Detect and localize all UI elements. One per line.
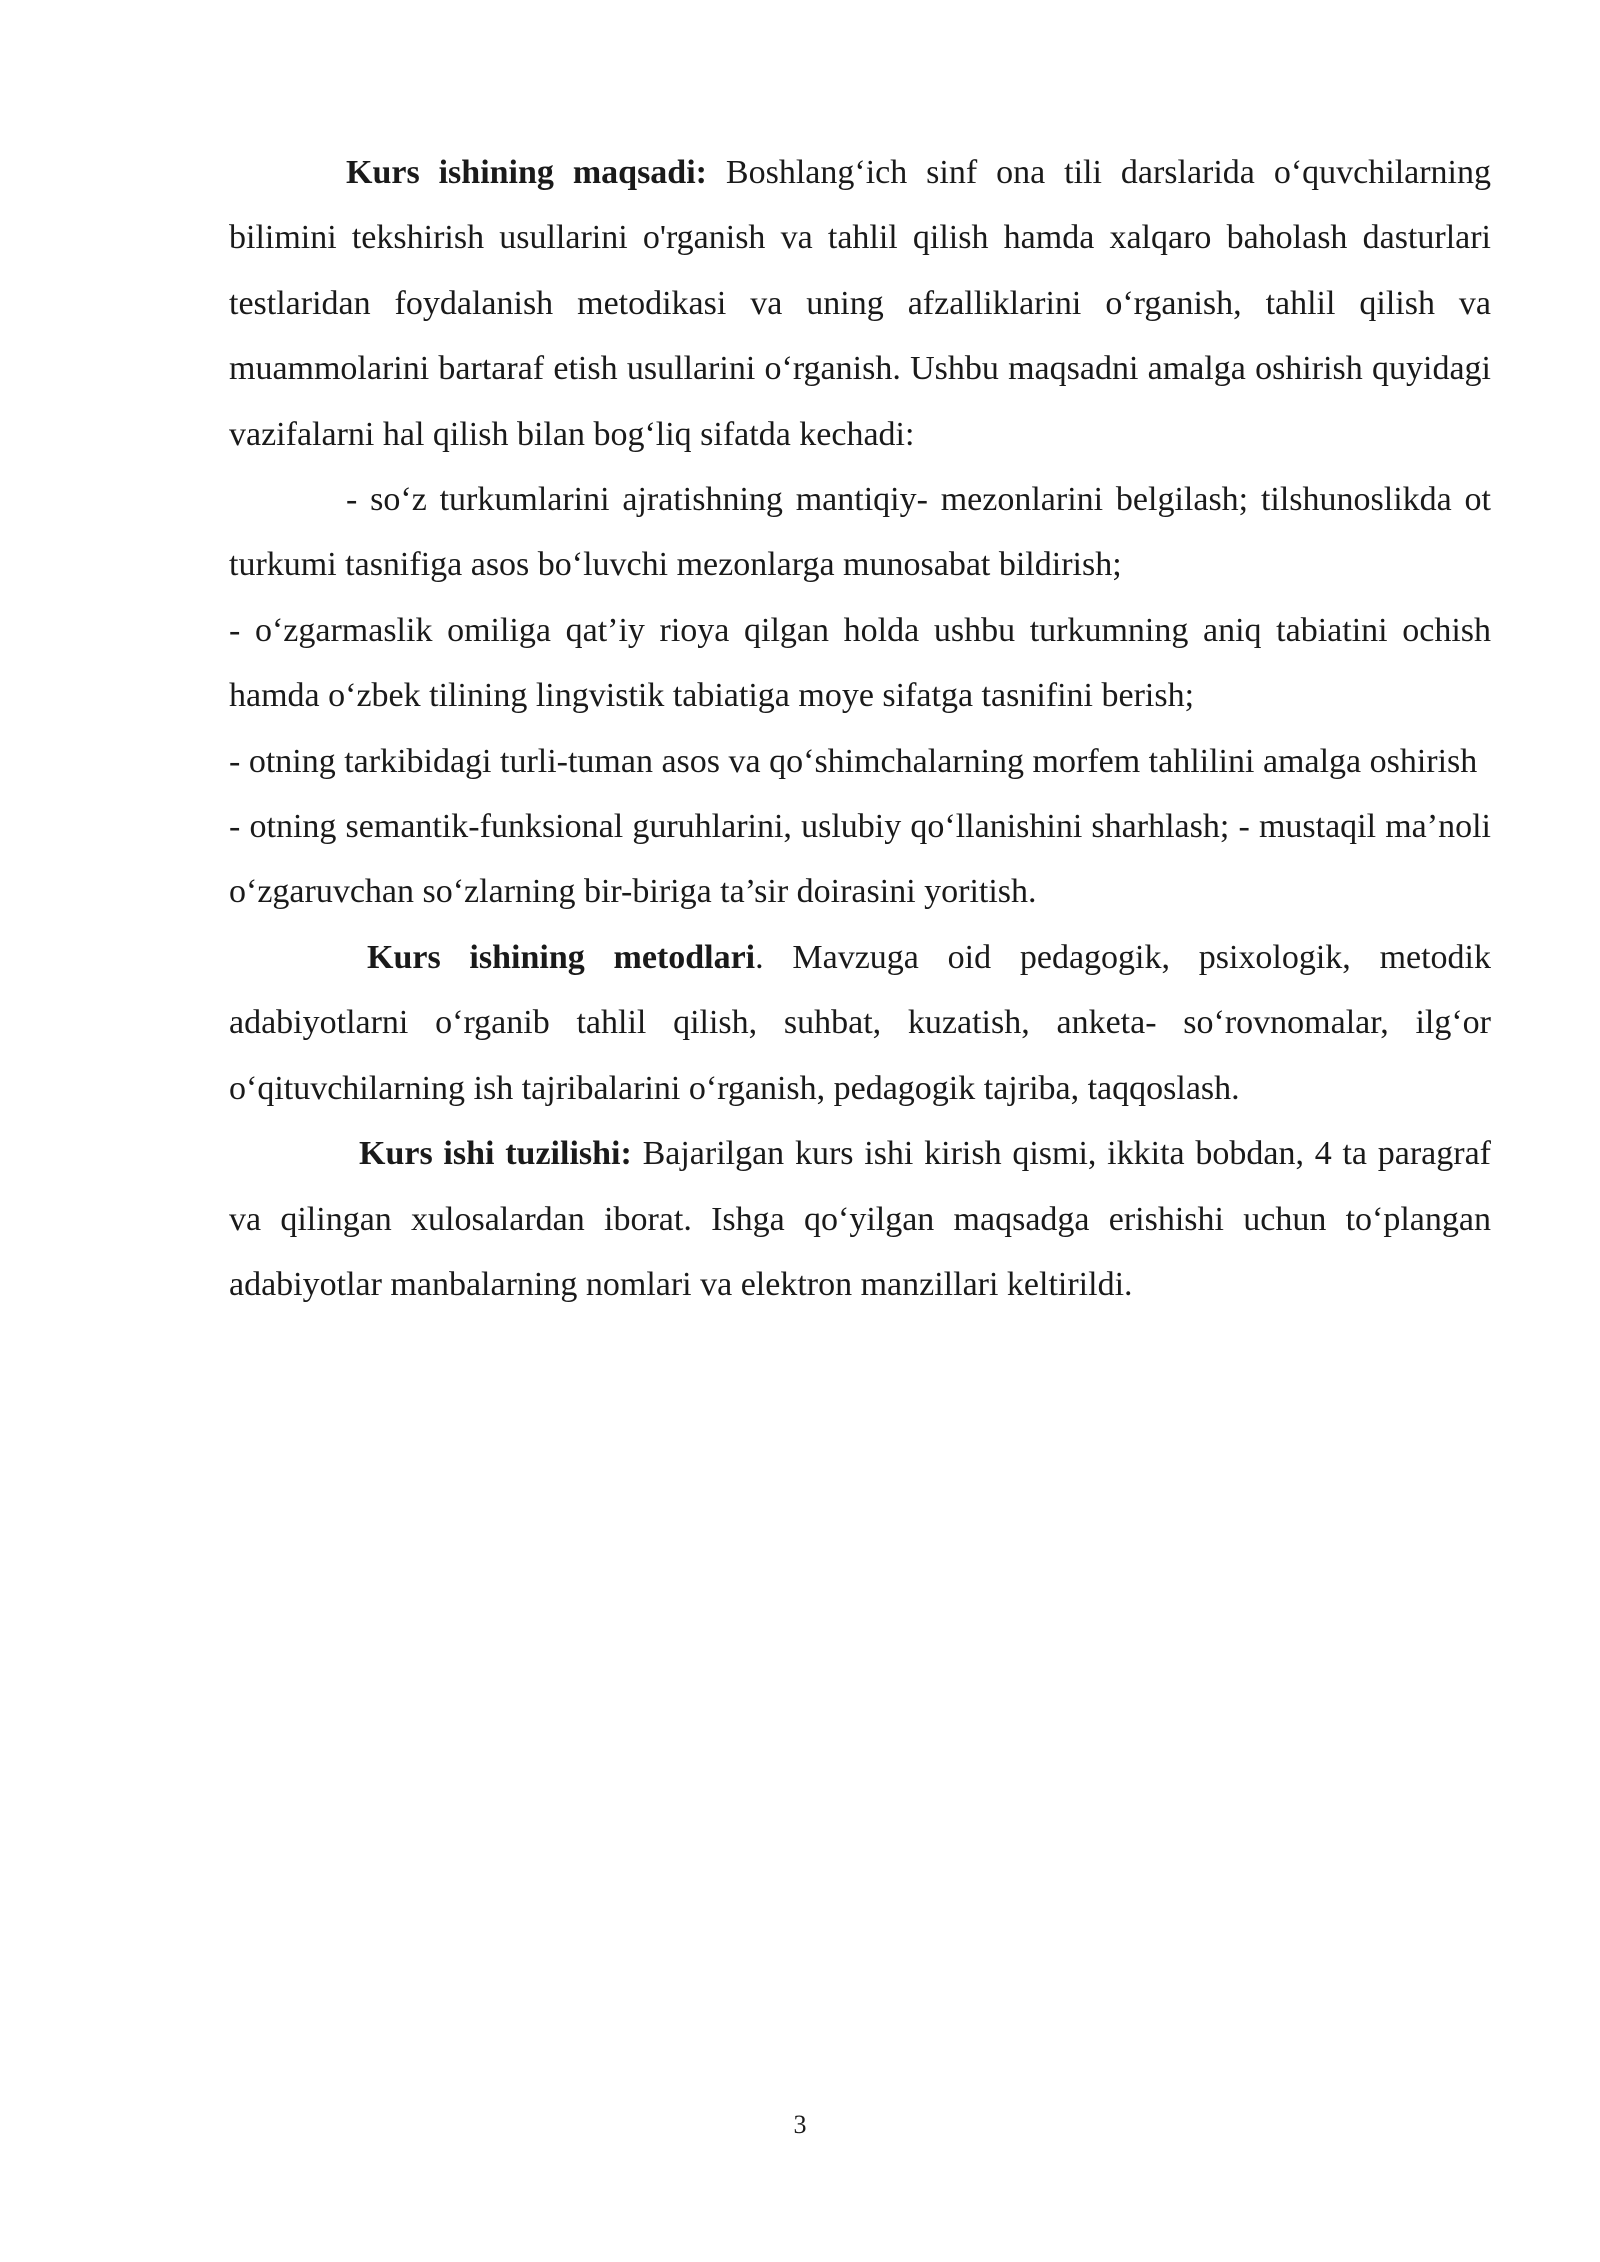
page-number: 3 (793, 2110, 807, 2139)
methods-text: . Mavzuga oid pedagogik, psixologik, metodik adabiyotlarni o‘rganib tahlil qilish, suhbat, kuzatish, anketa- so‘rovnomalar, ilg‘or o‘qituvchilarning ish tajribalarini o‘rganish, pedagogik tajriba, taqqoslash. (229, 938, 1491, 1107)
task-item: - so‘z turkumlarini ajratishning mantiqiy- mezonlarini belgilash; tilshunoslikda ot turkumi tasnifiga asos bo‘luvchi mezonlarga munosabat bildirish; (229, 481, 1491, 584)
methods-paragraph (229, 925, 1491, 1121)
methods-heading: Kurs ishining metodlari (367, 938, 756, 976)
document-body (229, 140, 1491, 1317)
goal-heading: Kurs ishining maqsadi: (346, 154, 707, 191)
structure-text: Bajarilgan kurs ishi kirish qismi, ikkita bobdan, 4 ta paragraf va qilingan xulosalardan iborat. Ishga qo‘yilgan maqsadga erishishi uchun to‘plangan adabiyotlar manbalarning nomlari va elektron manzillari keltirildi. (229, 1135, 1492, 1303)
structure-paragraph (229, 1121, 1491, 1317)
task-item: - otning tarkibidagi turli-tuman asos va qo‘shimchalarning morfem tahlilini amalga oshirish (229, 742, 1478, 780)
task-item: - o‘zgarmaslik omiliga qat’iy rioya qilgan holda ushbu turkumning aniq tabiatini ochish hamda o‘zbek tilining lingvistik tabiatiga moye sifatga tasnifini berish; (229, 611, 1491, 715)
goal-paragraph (229, 140, 1491, 467)
structure-heading: Kurs ishi tuzilishi: (359, 1135, 632, 1173)
task-item: - otning semantik-funksional guruhlarini, uslubiy qo‘llanishini sharhlash; - mustaqil ma’noli o‘zgaruvchan so‘zlarning bir-biriga ta’sir doirasini yoritish. (229, 808, 1491, 911)
goal-text: Boshlang‘ich sinf ona tili darslarida o‘quvchilarning bilimini tekshirish usullarini o'rganish va tahlil qilish hamda xalqaro baholash dasturlari testlaridan foydalanish metodikasi va uning afzalliklarini o‘rganish, tahlil qilish va muammolarini bartaraf etish usullarini o‘rganish. Ushbu maqsadni amalga oshirish quyidagi vazifalarni hal qilish bilan bog‘liq sifatda kechadi: (229, 154, 1492, 453)
